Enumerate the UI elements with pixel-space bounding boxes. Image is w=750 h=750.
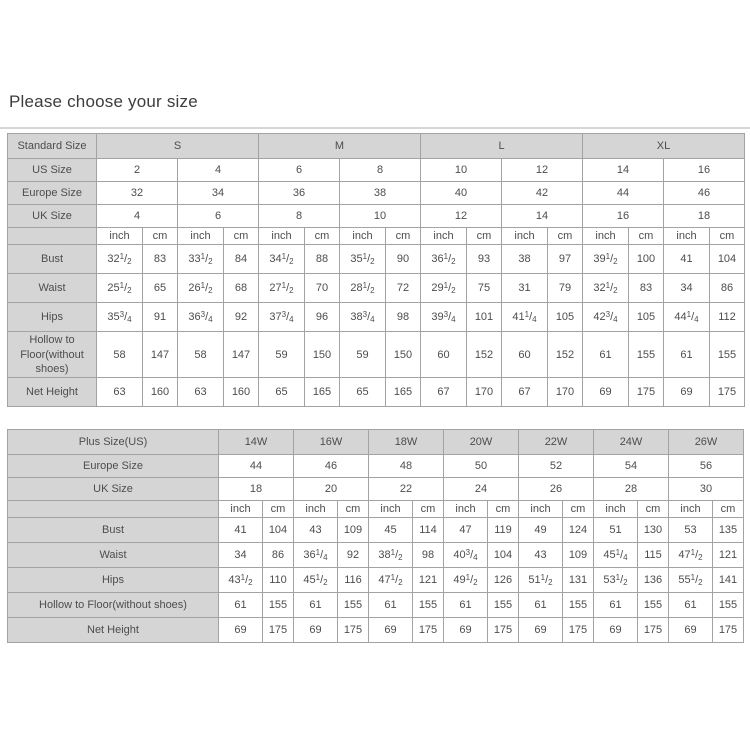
size-value-cell: 26: [519, 478, 594, 501]
measurement-value-cell: 92: [338, 543, 369, 568]
corner-label-cell: Standard Size: [8, 134, 97, 159]
measurement-value-cell: 38: [502, 245, 548, 274]
measurement-value-cell: 135: [713, 518, 744, 543]
measurement-value-cell: $45^1/_4$: [594, 543, 638, 568]
measurement-value-cell: 155: [488, 593, 519, 618]
measurement-value-cell: 121: [713, 543, 744, 568]
unit-inch-cell: inch: [294, 501, 338, 518]
measurement-value-cell: 104: [263, 518, 294, 543]
size-value-cell: 4: [178, 159, 259, 182]
size-group-cell: 20W: [444, 430, 519, 455]
measurement-value-cell: 152: [467, 332, 502, 378]
page-title: Please choose your size: [9, 92, 198, 111]
size-row: [8, 455, 744, 478]
measurement-value-cell: $36^3/_4$: [178, 303, 224, 332]
size-value-cell: 32: [97, 182, 178, 205]
measurement-value-cell: 63: [178, 378, 224, 407]
corner-empty-cell: [8, 501, 219, 518]
size-value-cell: 12: [421, 205, 502, 228]
measurement-value-cell: 69: [444, 618, 488, 643]
measurement-value-cell: 115: [638, 543, 669, 568]
row-label-cell: Net Height: [8, 378, 97, 407]
measurement-value-cell: $41^1/_4$: [502, 303, 548, 332]
measurement-value-cell: 69: [294, 618, 338, 643]
measurement-value-cell: 147: [143, 332, 178, 378]
measurement-value-cell: $25^1/_2$: [97, 274, 143, 303]
measurement-value-cell: 90: [386, 245, 421, 274]
measurement-value-cell: 69: [583, 378, 629, 407]
measurement-value-cell: $26^1/_2$: [178, 274, 224, 303]
row-label-cell: Net Height: [8, 618, 219, 643]
size-value-cell: 6: [178, 205, 259, 228]
measurement-value-cell: 60: [502, 332, 548, 378]
measurement-value-cell: $44^1/_4$: [664, 303, 710, 332]
measurement-value-cell: 69: [219, 618, 263, 643]
size-row: [8, 205, 745, 228]
measurement-value-cell: 34: [219, 543, 263, 568]
measurement-value-cell: 109: [338, 518, 369, 543]
size-value-cell: 18: [219, 478, 294, 501]
measurement-value-cell: 86: [710, 274, 745, 303]
measurement-value-cell: 104: [488, 543, 519, 568]
measurement-value-cell: 170: [467, 378, 502, 407]
measurement-value-cell: 41: [219, 518, 263, 543]
size-value-cell: 38: [340, 182, 421, 205]
measurement-value-cell: 83: [143, 245, 178, 274]
unit-inch-cell: inch: [421, 228, 467, 245]
measurement-value-cell: $55^1/_2$: [669, 568, 713, 593]
unit-inch-cell: inch: [519, 501, 563, 518]
unit-cm-cell: cm: [638, 501, 669, 518]
measurement-value-cell: $53^1/_2$: [594, 568, 638, 593]
measurement-value-cell: 45: [369, 518, 413, 543]
size-value-cell: 10: [421, 159, 502, 182]
row-label-cell: UK Size: [8, 205, 97, 228]
size-row: [8, 159, 745, 182]
measurement-value-cell: 150: [305, 332, 340, 378]
plus-size-table: [7, 429, 744, 643]
measurement-value-cell: 65: [259, 378, 305, 407]
unit-cm-cell: cm: [563, 501, 594, 518]
measurement-value-cell: 47: [444, 518, 488, 543]
size-group-cell: 16W: [294, 430, 369, 455]
measurement-value-cell: 84: [224, 245, 259, 274]
measurement-value-cell: 155: [629, 332, 664, 378]
measurement-value-cell: 160: [143, 378, 178, 407]
size-group-cell: XL: [583, 134, 745, 159]
measurement-value-cell: 69: [594, 618, 638, 643]
measurement-value-cell: 141: [713, 568, 744, 593]
size-value-cell: 46: [294, 455, 369, 478]
measurement-value-cell: 61: [369, 593, 413, 618]
row-label-cell: Waist: [8, 274, 97, 303]
measurement-value-cell: $47^1/_2$: [369, 568, 413, 593]
size-group-cell: 26W: [669, 430, 744, 455]
unit-inch-cell: inch: [664, 228, 710, 245]
measurement-value-cell: 69: [669, 618, 713, 643]
size-value-cell: 28: [594, 478, 669, 501]
measurement-value-cell: 96: [305, 303, 340, 332]
size-value-cell: 52: [519, 455, 594, 478]
measurement-value-cell: 65: [340, 378, 386, 407]
unit-cm-cell: cm: [713, 501, 744, 518]
measurement-value-cell: $32^1/_2$: [97, 245, 143, 274]
size-value-cell: 48: [369, 455, 444, 478]
measurement-value-cell: $34^1/_2$: [259, 245, 305, 274]
size-value-cell: 2: [97, 159, 178, 182]
size-value-cell: 50: [444, 455, 519, 478]
unit-inch-cell: inch: [583, 228, 629, 245]
group-header-row: [8, 430, 744, 455]
measurement-row: [8, 378, 745, 407]
size-group-cell: S: [97, 134, 259, 159]
size-value-cell: 36: [259, 182, 340, 205]
measurement-row: [8, 593, 744, 618]
measurement-value-cell: 67: [502, 378, 548, 407]
unit-inch-cell: inch: [369, 501, 413, 518]
unit-inch-cell: inch: [669, 501, 713, 518]
measurement-value-cell: 155: [338, 593, 369, 618]
measurement-value-cell: 61: [519, 593, 563, 618]
measurement-value-cell: 75: [467, 274, 502, 303]
measurement-value-cell: 69: [519, 618, 563, 643]
size-value-cell: 30: [669, 478, 744, 501]
row-label-cell: Bust: [8, 518, 219, 543]
unit-cm-cell: cm: [548, 228, 583, 245]
measurement-value-cell: 61: [294, 593, 338, 618]
unit-cm-cell: cm: [467, 228, 502, 245]
measurement-value-cell: 61: [664, 332, 710, 378]
measurement-value-cell: 65: [143, 274, 178, 303]
measurement-value-cell: 70: [305, 274, 340, 303]
measurement-value-cell: 175: [338, 618, 369, 643]
measurement-value-cell: 119: [488, 518, 519, 543]
measurement-value-cell: $32^1/_2$: [583, 274, 629, 303]
row-label-cell: UK Size: [8, 478, 219, 501]
size-group-cell: L: [421, 134, 583, 159]
measurement-value-cell: $43^1/_2$: [219, 568, 263, 593]
measurement-value-cell: $38^1/_2$: [369, 543, 413, 568]
measurement-row: [8, 245, 745, 274]
measurement-value-cell: $37^3/_4$: [259, 303, 305, 332]
measurement-row: [8, 618, 744, 643]
measurement-value-cell: 165: [386, 378, 421, 407]
unit-cm-cell: cm: [488, 501, 519, 518]
standard-size-table: [7, 133, 745, 407]
measurement-value-cell: 175: [710, 378, 745, 407]
measurement-value-cell: 121: [413, 568, 444, 593]
measurement-value-cell: 175: [263, 618, 294, 643]
measurement-value-cell: 97: [548, 245, 583, 274]
size-group-cell: 22W: [519, 430, 594, 455]
unit-inch-cell: inch: [97, 228, 143, 245]
size-row: [8, 182, 745, 205]
measurement-value-cell: 147: [224, 332, 259, 378]
measurement-value-cell: 79: [548, 274, 583, 303]
size-group-cell: 24W: [594, 430, 669, 455]
unit-header-row: [8, 501, 744, 518]
measurement-value-cell: 61: [444, 593, 488, 618]
measurement-value-cell: 116: [338, 568, 369, 593]
unit-inch-cell: inch: [178, 228, 224, 245]
size-value-cell: 24: [444, 478, 519, 501]
unit-cm-cell: cm: [629, 228, 664, 245]
size-group-cell: M: [259, 134, 421, 159]
measurement-value-cell: $29^1/_2$: [421, 274, 467, 303]
measurement-value-cell: 112: [710, 303, 745, 332]
unit-cm-cell: cm: [338, 501, 369, 518]
row-label-cell: US Size: [8, 159, 97, 182]
unit-header-row: [8, 228, 745, 245]
measurement-value-cell: 61: [669, 593, 713, 618]
row-label-cell: Bust: [8, 245, 97, 274]
size-value-cell: 14: [502, 205, 583, 228]
measurement-row: [8, 543, 744, 568]
size-value-cell: 8: [340, 159, 421, 182]
measurement-value-cell: 175: [488, 618, 519, 643]
measurement-value-cell: 136: [638, 568, 669, 593]
size-value-cell: 44: [219, 455, 294, 478]
measurement-value-cell: 91: [143, 303, 178, 332]
measurement-value-cell: $27^1/_2$: [259, 274, 305, 303]
measurement-value-cell: 175: [629, 378, 664, 407]
size-group-cell: 14W: [219, 430, 294, 455]
size-value-cell: 16: [583, 205, 664, 228]
measurement-value-cell: $39^1/_2$: [583, 245, 629, 274]
measurement-value-cell: 130: [638, 518, 669, 543]
row-label-cell: Hollow to Floor(without shoes): [8, 593, 219, 618]
measurement-value-cell: 110: [263, 568, 294, 593]
measurement-value-cell: $42^3/_4$: [583, 303, 629, 332]
size-value-cell: 4: [97, 205, 178, 228]
measurement-value-cell: 59: [340, 332, 386, 378]
unit-inch-cell: inch: [502, 228, 548, 245]
measurement-value-cell: 152: [548, 332, 583, 378]
size-value-cell: 20: [294, 478, 369, 501]
size-value-cell: 22: [369, 478, 444, 501]
measurement-value-cell: $35^3/_4$: [97, 303, 143, 332]
measurement-value-cell: 68: [224, 274, 259, 303]
unit-inch-cell: inch: [444, 501, 488, 518]
size-value-cell: 40: [421, 182, 502, 205]
measurement-value-cell: 61: [594, 593, 638, 618]
size-value-cell: 54: [594, 455, 669, 478]
measurement-value-cell: $28^1/_2$: [340, 274, 386, 303]
measurement-value-cell: 165: [305, 378, 340, 407]
measurement-value-cell: 61: [219, 593, 263, 618]
measurement-value-cell: 175: [638, 618, 669, 643]
measurement-value-cell: 100: [629, 245, 664, 274]
size-value-cell: 42: [502, 182, 583, 205]
unit-cm-cell: cm: [386, 228, 421, 245]
measurement-value-cell: $38^3/_4$: [340, 303, 386, 332]
measurement-value-cell: 155: [263, 593, 294, 618]
size-group-cell: 18W: [369, 430, 444, 455]
measurement-value-cell: 175: [413, 618, 444, 643]
measurement-value-cell: 92: [224, 303, 259, 332]
measurement-value-cell: 72: [386, 274, 421, 303]
measurement-value-cell: 63: [97, 378, 143, 407]
size-value-cell: 46: [664, 182, 745, 205]
measurement-value-cell: 150: [386, 332, 421, 378]
measurement-value-cell: 34: [664, 274, 710, 303]
measurement-row: [8, 274, 745, 303]
measurement-value-cell: 124: [563, 518, 594, 543]
measurement-value-cell: 155: [413, 593, 444, 618]
measurement-value-cell: 104: [710, 245, 745, 274]
measurement-row: [8, 568, 744, 593]
measurement-value-cell: 86: [263, 543, 294, 568]
size-value-cell: 8: [259, 205, 340, 228]
measurement-value-cell: 53: [669, 518, 713, 543]
group-header-row: [8, 134, 745, 159]
measurement-value-cell: $45^1/_2$: [294, 568, 338, 593]
measurement-value-cell: $36^1/_2$: [421, 245, 467, 274]
measurement-value-cell: 43: [519, 543, 563, 568]
row-label-cell: Europe Size: [8, 455, 219, 478]
unit-cm-cell: cm: [263, 501, 294, 518]
row-label-cell: Hollow to Floor(without shoes): [8, 332, 97, 378]
row-label-cell: Hips: [8, 568, 219, 593]
measurement-value-cell: 58: [178, 332, 224, 378]
measurement-value-cell: $49^1/_2$: [444, 568, 488, 593]
measurement-value-cell: 155: [563, 593, 594, 618]
unit-cm-cell: cm: [224, 228, 259, 245]
corner-label-cell: Plus Size(US): [8, 430, 219, 455]
measurement-value-cell: 88: [305, 245, 340, 274]
unit-inch-cell: inch: [219, 501, 263, 518]
row-label-cell: Hips: [8, 303, 97, 332]
unit-cm-cell: cm: [710, 228, 745, 245]
size-value-cell: 34: [178, 182, 259, 205]
measurement-value-cell: 131: [563, 568, 594, 593]
measurement-value-cell: 126: [488, 568, 519, 593]
measurement-value-cell: 98: [413, 543, 444, 568]
measurement-value-cell: 101: [467, 303, 502, 332]
measurement-value-cell: 175: [713, 618, 744, 643]
measurement-value-cell: 114: [413, 518, 444, 543]
size-value-cell: 12: [502, 159, 583, 182]
measurement-value-cell: 43: [294, 518, 338, 543]
measurement-value-cell: 160: [224, 378, 259, 407]
measurement-value-cell: $51^1/_2$: [519, 568, 563, 593]
measurement-value-cell: $35^1/_2$: [340, 245, 386, 274]
measurement-value-cell: 109: [563, 543, 594, 568]
unit-inch-cell: inch: [259, 228, 305, 245]
unit-cm-cell: cm: [413, 501, 444, 518]
measurement-value-cell: $39^3/_4$: [421, 303, 467, 332]
measurement-row: [8, 518, 744, 543]
measurement-value-cell: 98: [386, 303, 421, 332]
measurement-value-cell: 69: [664, 378, 710, 407]
measurement-value-cell: 155: [710, 332, 745, 378]
measurement-value-cell: 175: [563, 618, 594, 643]
measurement-value-cell: 31: [502, 274, 548, 303]
measurement-row: [8, 303, 745, 332]
unit-cm-cell: cm: [143, 228, 178, 245]
measurement-value-cell: 67: [421, 378, 467, 407]
unit-cm-cell: cm: [305, 228, 340, 245]
measurement-value-cell: 59: [259, 332, 305, 378]
measurement-value-cell: 69: [369, 618, 413, 643]
corner-empty-cell: [8, 228, 97, 245]
row-label-cell: Waist: [8, 543, 219, 568]
unit-inch-cell: inch: [340, 228, 386, 245]
measurement-value-cell: 155: [713, 593, 744, 618]
size-value-cell: 18: [664, 205, 745, 228]
size-value-cell: 10: [340, 205, 421, 228]
size-value-cell: 44: [583, 182, 664, 205]
measurement-value-cell: 58: [97, 332, 143, 378]
measurement-value-cell: 105: [629, 303, 664, 332]
size-value-cell: 14: [583, 159, 664, 182]
measurement-value-cell: 60: [421, 332, 467, 378]
size-value-cell: 16: [664, 159, 745, 182]
measurement-value-cell: $33^1/_2$: [178, 245, 224, 274]
measurement-value-cell: 93: [467, 245, 502, 274]
measurement-value-cell: 41: [664, 245, 710, 274]
measurement-value-cell: 61: [583, 332, 629, 378]
measurement-value-cell: 51: [594, 518, 638, 543]
measurement-value-cell: $40^3/_4$: [444, 543, 488, 568]
measurement-value-cell: 105: [548, 303, 583, 332]
measurement-value-cell: 155: [638, 593, 669, 618]
size-value-cell: 6: [259, 159, 340, 182]
row-label-cell: Europe Size: [8, 182, 97, 205]
size-row: [8, 478, 744, 501]
measurement-value-cell: 49: [519, 518, 563, 543]
measurement-value-cell: $36^1/_4$: [294, 543, 338, 568]
measurement-value-cell: $47^1/_2$: [669, 543, 713, 568]
measurement-value-cell: 83: [629, 274, 664, 303]
unit-inch-cell: inch: [594, 501, 638, 518]
divider-line: [0, 127, 750, 129]
measurement-row: [8, 332, 745, 378]
measurement-value-cell: 170: [548, 378, 583, 407]
size-value-cell: 56: [669, 455, 744, 478]
